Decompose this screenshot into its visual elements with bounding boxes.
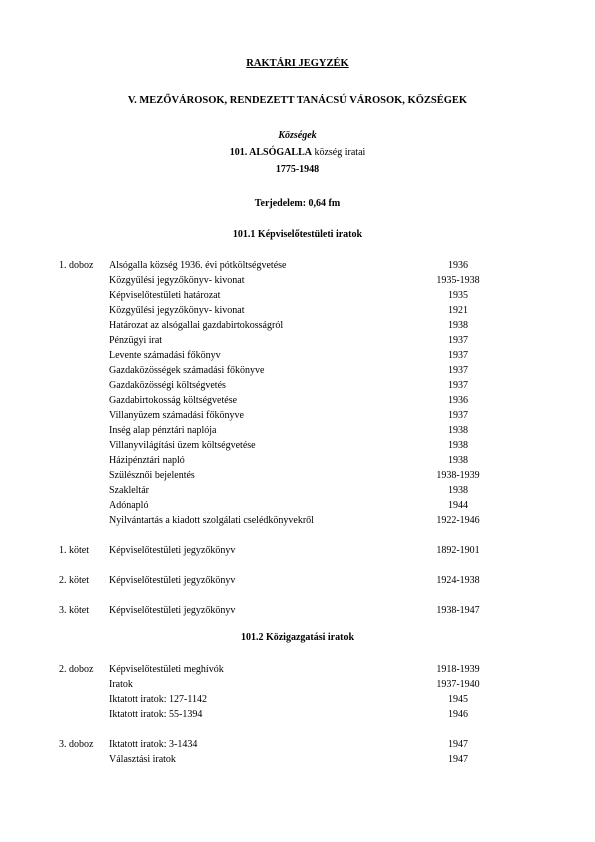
item-years: 1938-1939 bbox=[436, 470, 480, 481]
list-item bbox=[0, 273, 595, 288]
section-title: 101.1 Képviselőtestületi iratok bbox=[232, 229, 363, 240]
item-years: 1938 bbox=[448, 425, 468, 436]
item-title: Alsógalla község 1936. évi pótköltségvetése bbox=[109, 260, 287, 271]
list-item bbox=[0, 752, 595, 767]
section-title: 101.2 Közigazgatási iratok bbox=[240, 632, 355, 643]
item-title: Szakleltár bbox=[109, 485, 149, 496]
item-years: 1938 bbox=[448, 455, 468, 466]
item-years: 1936 bbox=[448, 395, 468, 406]
unit-label: 2. kötet bbox=[59, 575, 89, 586]
item-years: 1937 bbox=[448, 410, 468, 421]
item-years: 1937-1940 bbox=[436, 679, 480, 690]
list-item bbox=[0, 288, 595, 303]
item-years: 1947 bbox=[448, 739, 468, 750]
item-title: Gazdabirtokosság költségvetése bbox=[109, 395, 238, 406]
list-item bbox=[0, 393, 595, 408]
unit-label: 3. doboz bbox=[59, 739, 94, 750]
item-title: Választási iratok bbox=[109, 754, 176, 765]
item-title: Képviselőtestületi jegyzőkönyv bbox=[109, 605, 236, 616]
list-item bbox=[0, 662, 595, 677]
item-title: Levente számadási főkönyv bbox=[109, 350, 221, 361]
list-item bbox=[0, 573, 595, 588]
list-item bbox=[0, 423, 595, 438]
list-item bbox=[0, 453, 595, 468]
item-years: 1937 bbox=[448, 380, 468, 391]
fond-suffix: község iratai bbox=[311, 147, 366, 158]
unit-label: 1. doboz bbox=[59, 260, 94, 271]
item-title: Házipénztári napló bbox=[109, 455, 185, 466]
list-item bbox=[0, 603, 595, 618]
list-item bbox=[0, 303, 595, 318]
item-title: Határozat az alsógallai gazdabirtokosságról bbox=[109, 320, 284, 331]
item-years: 1937 bbox=[448, 335, 468, 346]
item-title: Gazdaközösségek számadási főkönyve bbox=[109, 365, 265, 376]
item-title: Képviselőtestületi meghívók bbox=[109, 664, 224, 675]
item-years: 1946 bbox=[448, 709, 468, 720]
list-item bbox=[0, 707, 595, 722]
item-years: 1936 bbox=[448, 260, 468, 271]
item-years: 1938 bbox=[448, 440, 468, 451]
item-years: 1938-1947 bbox=[436, 605, 480, 616]
list-item bbox=[0, 258, 595, 273]
item-years: 1945 bbox=[448, 694, 468, 705]
fond-name: 101. ALSÓGALLA bbox=[229, 147, 312, 158]
item-title: Inség alap pénztári naplója bbox=[109, 425, 217, 436]
list-item bbox=[0, 333, 595, 348]
item-years: 1947 bbox=[448, 754, 468, 765]
item-title: Iratok bbox=[109, 679, 133, 690]
list-item bbox=[0, 348, 595, 363]
list-item bbox=[0, 498, 595, 513]
unit-label: 1. kötet bbox=[59, 545, 89, 556]
list-item bbox=[0, 363, 595, 378]
item-years: 1924-1938 bbox=[436, 575, 480, 586]
item-title: Iktatott iratok: 3-1434 bbox=[109, 739, 198, 750]
list-item bbox=[0, 513, 595, 528]
list-item bbox=[0, 692, 595, 707]
item-years: 1922-1946 bbox=[436, 515, 480, 526]
item-title: Közgyűlési jegyzőkönyv- kivonat bbox=[109, 305, 245, 316]
group-heading: V. MEZŐVÁROSOK, RENDEZETT TANÁCSÚ VÁROSOK, KÖZSÉGEK bbox=[127, 95, 468, 106]
item-years: 1944 bbox=[448, 500, 468, 511]
item-years: 1937 bbox=[448, 365, 468, 376]
item-years: 1937 bbox=[448, 350, 468, 361]
item-title: Képviselőtestületi jegyzőkönyv bbox=[109, 575, 236, 586]
item-years: 1938 bbox=[448, 320, 468, 331]
item-years: 1935-1938 bbox=[436, 275, 480, 286]
list-item bbox=[0, 468, 595, 483]
item-years: 1921 bbox=[448, 305, 468, 316]
item-years: 1892-1901 bbox=[436, 545, 480, 556]
item-title: Képviselőtestületi határozat bbox=[109, 290, 221, 301]
item-title: Szülésznői bejelentés bbox=[109, 470, 195, 481]
type-heading: Községek bbox=[278, 130, 317, 141]
item-title: Közgyűlési jegyzőkönyv- kivonat bbox=[109, 275, 245, 286]
list-item bbox=[0, 378, 595, 393]
item-title: Nyilvántartás a kiadott szolgálati cselédkönyvekről bbox=[109, 515, 314, 526]
list-item bbox=[0, 737, 595, 752]
item-title: Iktatott iratok: 55-1394 bbox=[109, 709, 203, 720]
item-title: Adónapló bbox=[109, 500, 149, 511]
item-title: Villanyüzem számadási főkönyve bbox=[109, 410, 244, 421]
list-item bbox=[0, 438, 595, 453]
list-item bbox=[0, 318, 595, 333]
fond-heading bbox=[0, 147, 595, 158]
extent: Terjedelem: 0,64 fm bbox=[254, 198, 341, 209]
list-item bbox=[0, 483, 595, 498]
item-title: Iktatott iratok: 127-1142 bbox=[109, 694, 207, 705]
list-item bbox=[0, 543, 595, 558]
item-title: Villanyvilágítási üzem költségvetése bbox=[109, 440, 256, 451]
item-title: Pénzügyi irat bbox=[109, 335, 163, 346]
fond-years: 1775-1948 bbox=[275, 164, 320, 175]
unit-label: 3. kötet bbox=[59, 605, 89, 616]
list-item bbox=[0, 408, 595, 423]
item-title: Képviselőtestületi jegyzőkönyv bbox=[109, 545, 236, 556]
document-title: RAKTÁRI JEGYZÉK bbox=[246, 58, 349, 69]
item-years: 1938 bbox=[448, 485, 468, 496]
item-title: Gazdaközösségi költségvetés bbox=[109, 380, 226, 391]
item-years: 1935 bbox=[448, 290, 468, 301]
item-years: 1918-1939 bbox=[436, 664, 480, 675]
unit-label: 2. doboz bbox=[59, 664, 94, 675]
list-item bbox=[0, 677, 595, 692]
